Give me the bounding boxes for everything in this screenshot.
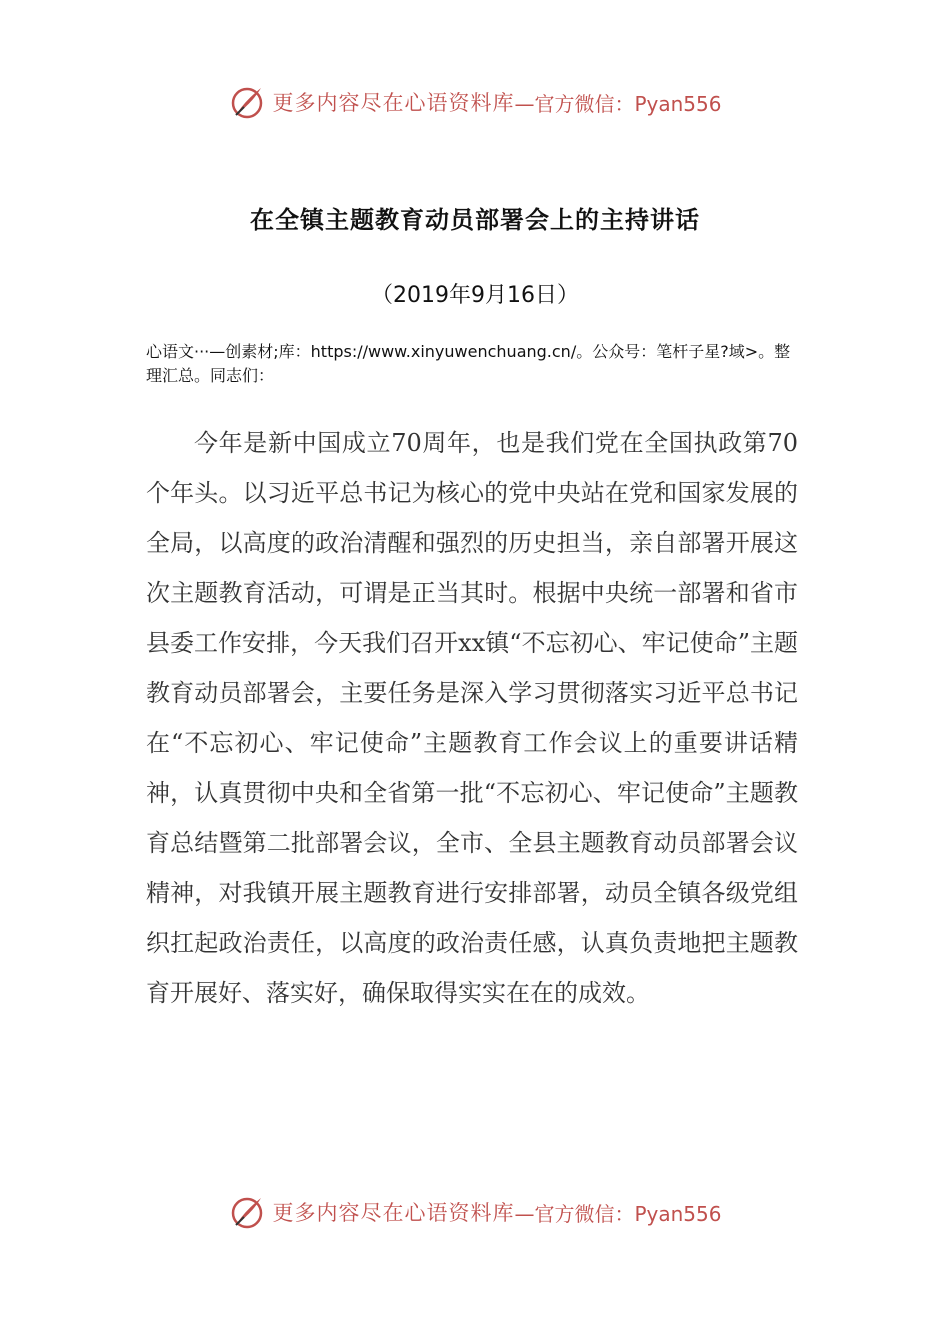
banner-contact-text: —官方微信：Pyan556 (514, 1201, 722, 1226)
document-title: 在全镇主题教育动员部署会上的主持讲话 (250, 206, 700, 234)
footer-banner (0, 1190, 950, 1234)
document-date: （2019年9月16日） (371, 283, 579, 308)
banner-contact-text: —官方微信：Pyan556 (514, 91, 722, 116)
document-intro: 心语文···—创素材;库：https://www.xinyuwenchuang.cn/。公众号：笔杆子星?域>。整理汇总。同志们： (146, 342, 791, 385)
quill-logo-icon (228, 1192, 268, 1232)
body-paragraph: 今年是新中国成立70周年，也是我们党在全国执政第70个年头。以习近平总书记为核心的党中央站在党和国家发展的全局，以高度的政治清醒和强烈的历史担当，亲自部署开展这次主题教育活动，可谓是正当其时。根据中央统一部署和省市县委工作安排，今天我们召开xx镇“不忘初心、牢记使命”主题教育动员部署会，主要任务是深入学习贯彻落实习近平总书记在“不忘初心、牢记使命”主题教育工作会议上的重要讲话精神，认真贯彻中央和全省第一批“不忘初心、牢记使命”主题教育总结暨第二批部署会议，全市、全县主题教育动员部署会议精神，对我镇开展主题教育进行安排部署，动员全镇各级党组织扛起政治责任，以高度的政治责任感，认真负责地把主题教育开展好、落实好，确保取得实实在在的成效。 (146, 429, 798, 1007)
banner-brand-text: 更多内容尽在心语资料库 (272, 1201, 515, 1225)
quill-logo-icon (228, 82, 268, 122)
header-banner (0, 80, 950, 124)
banner-brand-text: 更多内容尽在心语资料库 (272, 91, 515, 115)
